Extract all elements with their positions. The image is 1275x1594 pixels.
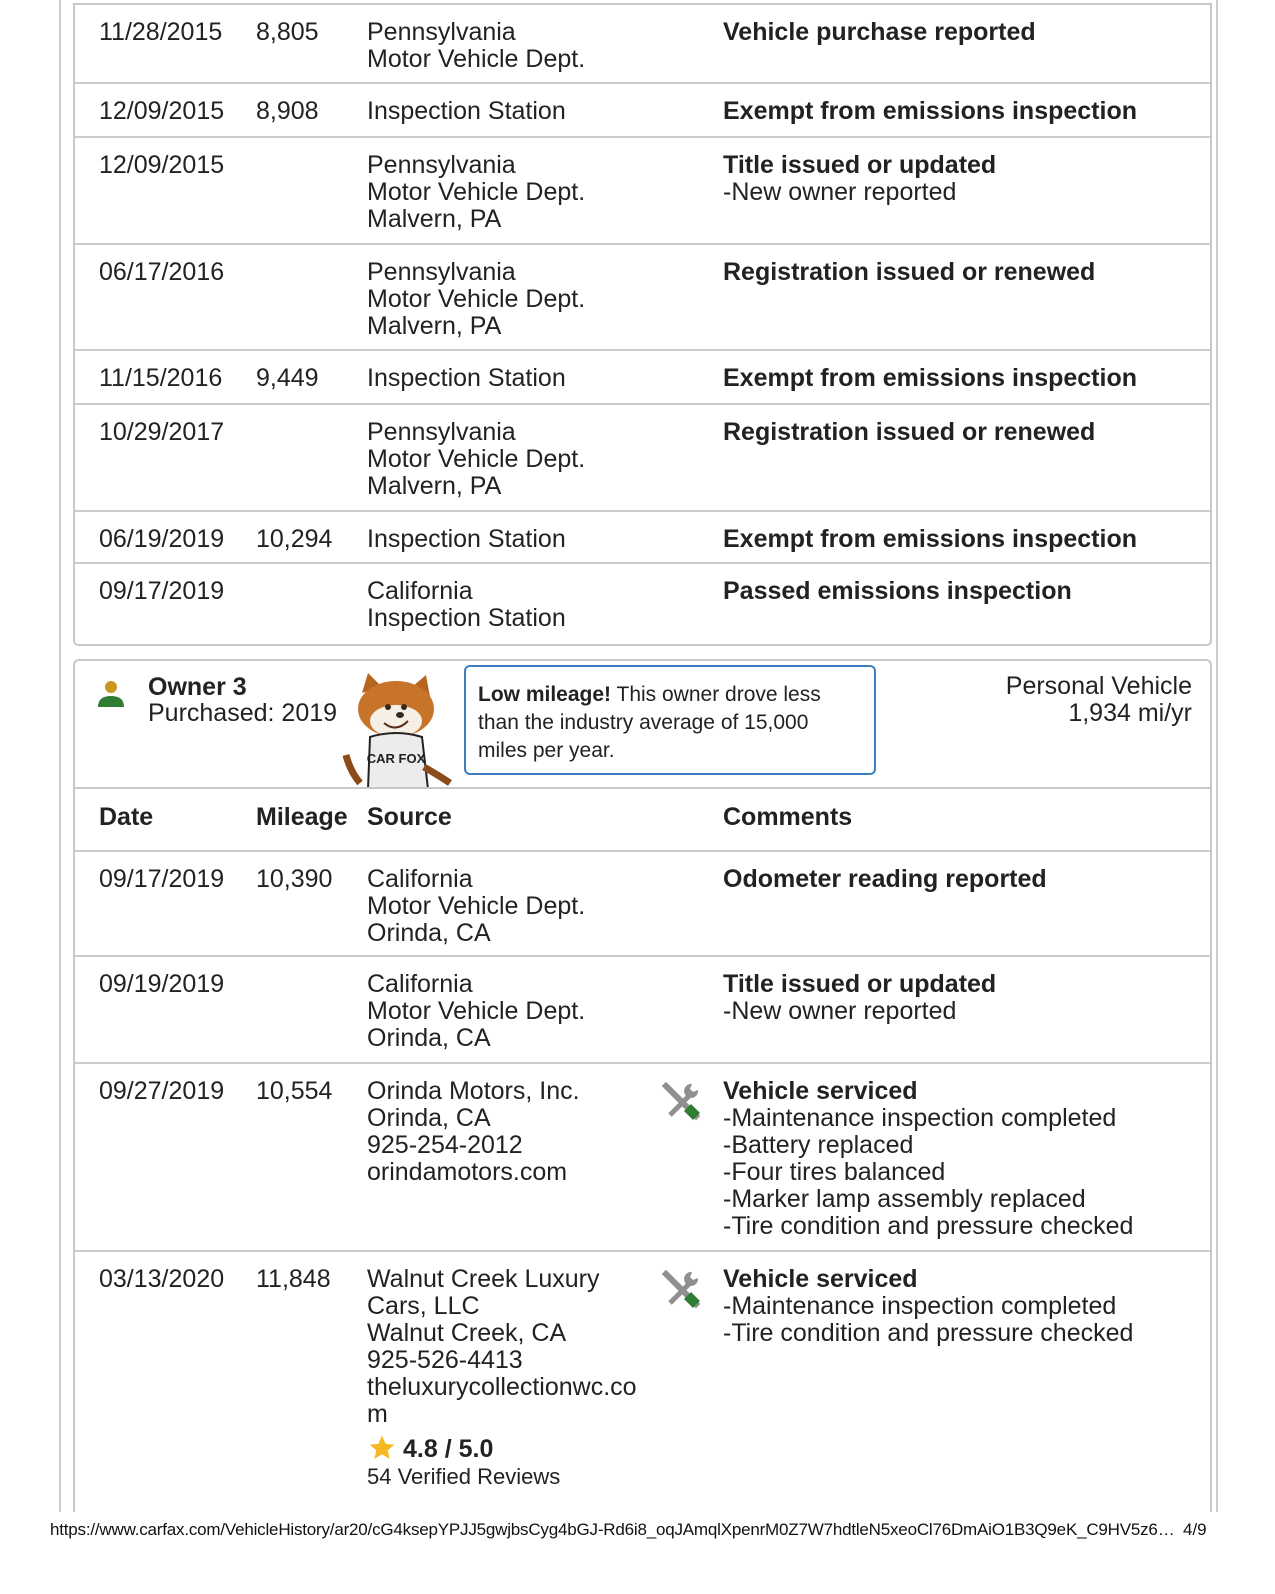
- comment-title: Registration issued or renewed: [723, 258, 1096, 286]
- record-source: [367, 19, 652, 73]
- source-line: Inspection Station: [367, 604, 566, 632]
- comment-item: -Maintenance inspection completed: [723, 1104, 1117, 1132]
- table-row: [75, 351, 1210, 405]
- record-date: 09/27/2019: [99, 1077, 225, 1105]
- star-icon: [367, 1434, 397, 1462]
- source-line: Inspection Station: [367, 97, 566, 125]
- header-date: Date: [99, 803, 154, 831]
- source-line: Malvern, PA: [367, 472, 502, 500]
- owner3-history-table: [73, 787, 1212, 1512]
- comment-item: -Maintenance inspection completed: [723, 1292, 1117, 1320]
- owner-title: Owner 3: [148, 673, 247, 701]
- table-row: [75, 84, 1210, 138]
- owner-purchased: Purchased: 2019: [148, 699, 338, 727]
- record-source: [367, 866, 652, 947]
- record-mileage: 10,554: [256, 1077, 333, 1105]
- source-line: Orinda, CA: [367, 919, 491, 947]
- record-comments: [723, 19, 1203, 46]
- record-source: [367, 98, 652, 125]
- comment-item: -Tire condition and pressure checked: [723, 1319, 1134, 1347]
- source-line: Inspection Station: [367, 525, 566, 553]
- record-comments: [723, 1078, 1203, 1240]
- header-mileage: Mileage: [256, 803, 348, 831]
- source-line[interactable]: Walnut Creek, CA: [367, 1319, 567, 1347]
- record-date: 12/09/2015: [99, 151, 225, 179]
- vehicle-usage: [1006, 673, 1192, 727]
- source-line: Motor Vehicle Dept.: [367, 285, 586, 313]
- record-date: 09/19/2019: [99, 970, 225, 998]
- service-wrench-icon: [660, 1266, 704, 1310]
- record-comments: [723, 526, 1203, 553]
- comment-item: -Marker lamp assembly replaced: [723, 1185, 1086, 1213]
- record-comments: [723, 866, 1203, 893]
- record-comments: [723, 98, 1203, 125]
- record-comments: [723, 971, 1203, 1025]
- record-source: [367, 1266, 652, 1490]
- comment-title: Vehicle serviced: [723, 1265, 918, 1293]
- record-mileage: 11,848: [256, 1265, 331, 1293]
- mascot-shirt-text: CAR FOX: [366, 751, 426, 766]
- miles-per-year: 1,934 mi/yr: [1068, 699, 1192, 727]
- person-icon: [97, 679, 125, 707]
- table-row: [75, 1252, 1210, 1512]
- comment-item: -New owner reported: [723, 997, 957, 1025]
- rating-value: 4.8 / 5.0: [403, 1435, 494, 1463]
- record-date: 06/17/2016: [99, 258, 225, 286]
- record-source: [367, 578, 652, 632]
- record-date: 09/17/2019: [99, 577, 225, 605]
- source-line: Pennsylvania: [367, 18, 516, 46]
- source-line: Motor Vehicle Dept.: [367, 178, 586, 206]
- source-line[interactable]: 925-526-4413: [367, 1346, 523, 1374]
- comment-item: -New owner reported: [723, 178, 957, 206]
- source-line: Pennsylvania: [367, 258, 516, 286]
- comment-title: Exempt from emissions inspection: [723, 97, 1137, 125]
- source-line: Pennsylvania: [367, 418, 516, 446]
- vehicle-type: Personal Vehicle: [1005, 672, 1192, 700]
- record-date: 06/19/2019: [99, 525, 225, 553]
- rating[interactable]: [367, 1434, 652, 1463]
- table-row: [75, 957, 1210, 1064]
- comment-title: Passed emissions inspection: [723, 577, 1072, 605]
- service-wrench-icon: [660, 1078, 704, 1122]
- source-line: Malvern, PA: [367, 205, 502, 233]
- carfox-mascot-icon: [340, 671, 455, 789]
- source-line: Motor Vehicle Dept.: [367, 892, 586, 920]
- low-mileage-tip: [464, 665, 876, 775]
- table-row: [75, 405, 1210, 512]
- comment-title: Exempt from emissions inspection: [723, 364, 1137, 392]
- comment-item: -Four tires balanced: [723, 1158, 946, 1186]
- source-line: Pennsylvania: [367, 151, 516, 179]
- comment-title: Title issued or updated: [723, 970, 997, 998]
- source-line: Motor Vehicle Dept.: [367, 997, 586, 1025]
- record-date: 10/29/2017: [99, 418, 225, 446]
- source-line: Orinda, CA: [367, 1024, 491, 1052]
- source-line: California: [367, 865, 473, 893]
- comment-title: Title issued or updated: [723, 151, 997, 179]
- source-line: California: [367, 970, 473, 998]
- comment-title: Registration issued or renewed: [723, 418, 1096, 446]
- header-comments: Comments: [723, 803, 853, 831]
- record-comments: [723, 419, 1203, 446]
- table-row: [75, 138, 1210, 245]
- source-line: Orinda Motors, Inc.: [367, 1077, 580, 1105]
- source-line: Motor Vehicle Dept.: [367, 445, 586, 473]
- footer-url: https://www.carfax.com/VehicleHistory/ar20/cG4ksepYPJJ5gwjbsCyg4bGJ-Rd6i8_oqJAmqlXpenrM0Z7W7hdtleN5xeoCl76DmAiO1B3Q9eK_C9HV5z6…: [50, 1520, 1175, 1539]
- table-header-row: [75, 789, 1210, 852]
- comment-item: -Battery replaced: [723, 1131, 914, 1159]
- source-line[interactable]: m: [367, 1400, 388, 1428]
- table-row: [75, 245, 1210, 351]
- record-comments: [723, 259, 1203, 286]
- page-border-right: [1216, 0, 1218, 1512]
- comment-item: -Tire condition and pressure checked: [723, 1212, 1134, 1240]
- comment-title: Vehicle purchase reported: [723, 18, 1036, 46]
- comment-title: Exempt from emissions inspection: [723, 525, 1137, 553]
- owner2-history-table: [73, 3, 1212, 646]
- record-source: [367, 526, 652, 553]
- tip-text: This owner drove less than the industry average of 15,000 miles per year.: [478, 683, 821, 762]
- header-source: Source: [367, 803, 452, 831]
- record-mileage: 10,294: [256, 525, 333, 553]
- table-row: [75, 5, 1210, 84]
- source-line: California: [367, 577, 473, 605]
- record-comments: [723, 1266, 1203, 1347]
- source-line: Inspection Station: [367, 364, 566, 392]
- record-mileage: 8,908: [256, 97, 319, 125]
- source-line: Orinda, CA: [367, 1104, 491, 1132]
- record-source: [367, 365, 652, 392]
- table-row: [75, 852, 1210, 957]
- comment-title: Vehicle serviced: [723, 1077, 918, 1105]
- record-mileage: 10,390: [256, 865, 333, 893]
- record-date: 12/09/2015: [99, 97, 225, 125]
- source-line[interactable]: theluxurycollectionwc.co: [367, 1373, 637, 1401]
- record-source: [367, 419, 652, 500]
- record-comments: [723, 578, 1203, 605]
- owner3-card: [73, 659, 1212, 787]
- record-source: [367, 152, 652, 233]
- source-line: Cars, LLC: [367, 1292, 480, 1320]
- source-line: Malvern, PA: [367, 312, 502, 340]
- record-source: [367, 259, 652, 340]
- record-date: 09/17/2019: [99, 865, 225, 893]
- record-date: 03/13/2020: [99, 1265, 225, 1293]
- table-row: [75, 564, 1210, 644]
- table-row: [75, 1064, 1210, 1252]
- table-row: [75, 512, 1210, 564]
- record-comments: [723, 365, 1203, 392]
- verified-reviews-link[interactable]: 54 Verified Reviews: [367, 1464, 561, 1489]
- tip-bold: Low mileage!: [478, 683, 612, 706]
- record-mileage: 9,449: [256, 364, 319, 392]
- record-date: 11/28/2015: [99, 18, 223, 46]
- comment-title: Odometer reading reported: [723, 865, 1047, 893]
- record-source: [367, 1078, 652, 1186]
- record-mileage: 8,805: [256, 18, 319, 46]
- source-line: Motor Vehicle Dept.: [367, 45, 586, 73]
- page-border-left: [59, 0, 61, 1512]
- source-line[interactable]: 925-254-2012: [367, 1131, 523, 1159]
- record-source: [367, 971, 652, 1052]
- source-line: Walnut Creek Luxury: [367, 1265, 600, 1293]
- footer-page-number: 4/9: [1183, 1520, 1207, 1539]
- record-comments: [723, 152, 1203, 206]
- source-line[interactable]: orindamotors.com: [367, 1158, 568, 1186]
- record-date: 11/15/2016: [99, 364, 223, 392]
